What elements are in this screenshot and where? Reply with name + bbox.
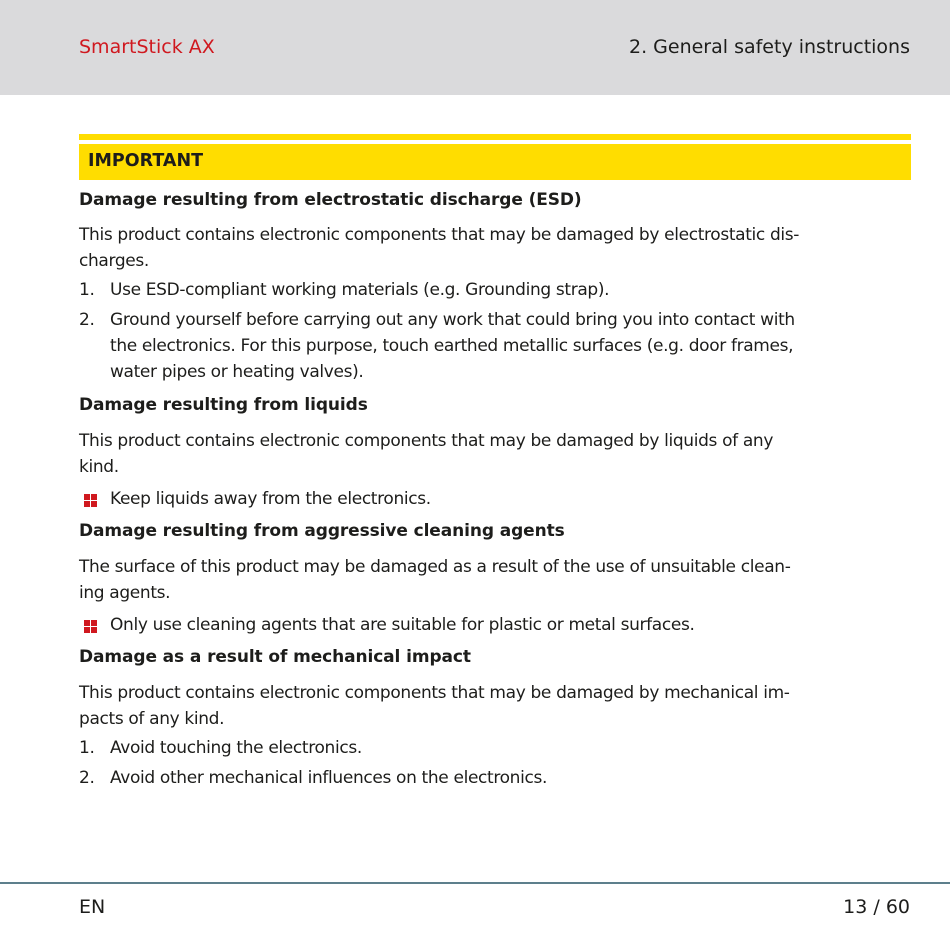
- step-text: Avoid other mechanical influences on the electronics.: [110, 768, 548, 788]
- step-text: Ground yourself before carrying out any work that could bring you into contact with: [110, 310, 795, 330]
- text-line: This product contains electronic components that may be damaged by liquids of any: [79, 431, 774, 451]
- red-square-bullet-icon: [84, 494, 98, 508]
- step-number: 2.: [79, 768, 95, 788]
- cleaning-bullet-list: [79, 612, 911, 638]
- list-item: [79, 486, 911, 512]
- step-number: 1.: [79, 280, 95, 300]
- footer-divider: [0, 882, 950, 884]
- step-number: 1.: [79, 738, 95, 758]
- section-text-liquids: [79, 428, 911, 480]
- section-text-cleaning: [79, 554, 911, 606]
- text-line: kind.: [79, 457, 119, 477]
- chapter-title: 2. General safety instructions: [628, 36, 910, 58]
- list-item: [79, 277, 911, 303]
- list-item: [79, 735, 911, 761]
- step-text: Avoid touching the electronics.: [110, 738, 362, 758]
- text-line: This product contains electronic components that may be damaged by electrostatic dis-: [79, 225, 800, 245]
- step-text: the electronics. For this purpose, touch earthed metallic surfaces (e.g. door frames,: [110, 336, 794, 356]
- text-line: The surface of this product may be damaged as a result of the use of unsuitable clean-: [79, 557, 791, 577]
- step-text: water pipes or heating valves).: [110, 362, 364, 382]
- step-text: Use ESD-compliant working materials (e.g. Grounding strap).: [110, 280, 610, 300]
- page-header: [0, 0, 950, 95]
- list-item: [79, 307, 911, 385]
- important-notice-bar: [79, 134, 911, 180]
- section-heading-esd: Damage resulting from electrostatic discharge (ESD): [79, 190, 582, 210]
- section-text-mechanical: [79, 680, 911, 732]
- section-heading-liquids: Damage resulting from liquids: [79, 395, 368, 415]
- section-text-esd: [79, 222, 911, 274]
- page-number: 13 / 60: [843, 896, 910, 918]
- mechanical-steps-list: [79, 735, 911, 791]
- list-item: [79, 612, 911, 638]
- footer-language: EN: [79, 896, 106, 918]
- text-line: pacts of any kind.: [79, 709, 225, 729]
- esd-steps-list: [79, 277, 911, 385]
- text-line: ing agents.: [79, 583, 171, 603]
- brand-name: SmartStick AX: [79, 36, 215, 58]
- step-number: 2.: [79, 310, 95, 330]
- section-heading-mechanical: Damage as a result of mechanical impact: [79, 647, 471, 667]
- text-line: charges.: [79, 251, 149, 271]
- section-heading-cleaning: Damage resulting from aggressive cleaning agents: [79, 521, 565, 541]
- page-content: [79, 134, 911, 791]
- important-label: IMPORTANT: [88, 151, 204, 171]
- bullet-text: Only use cleaning agents that are suitable for plastic or metal surfaces.: [110, 615, 695, 635]
- bullet-text: Keep liquids away from the electronics.: [110, 489, 431, 509]
- liquids-bullet-list: [79, 486, 911, 512]
- red-square-bullet-icon: [84, 620, 98, 634]
- text-line: This product contains electronic components that may be damaged by mechanical im-: [79, 683, 790, 703]
- list-item: [79, 765, 911, 791]
